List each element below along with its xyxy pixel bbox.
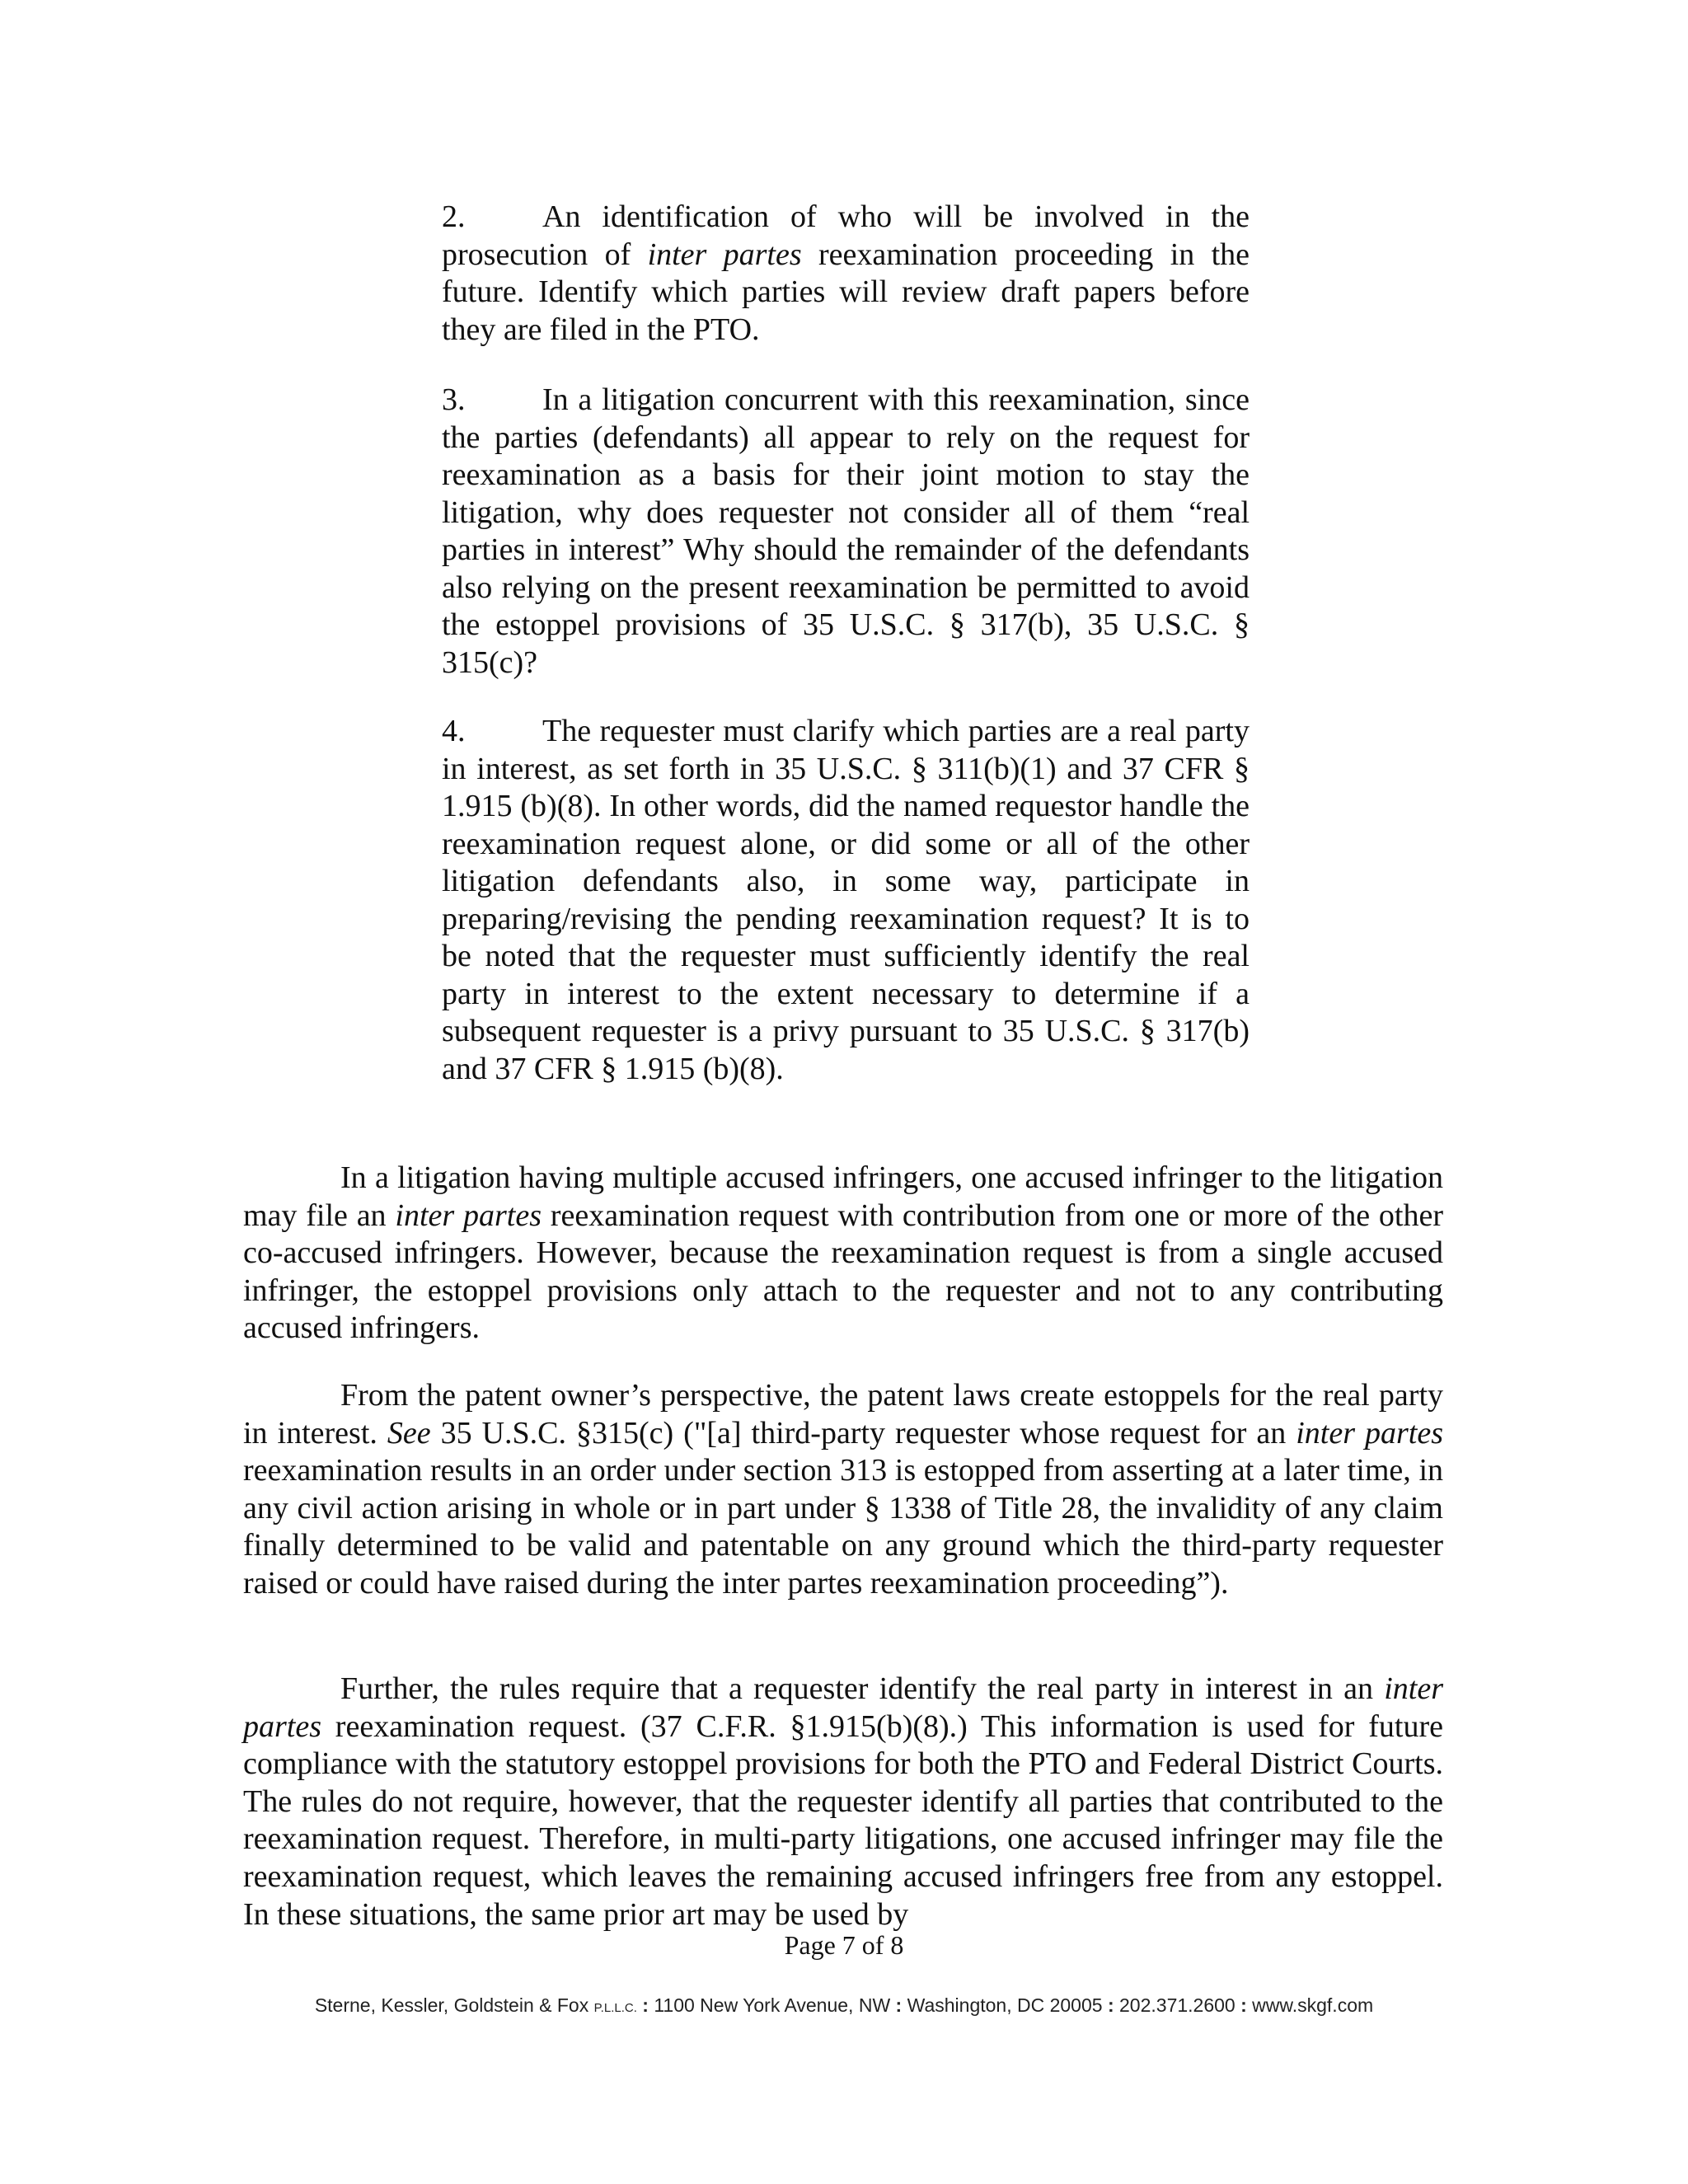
item-text-segment: An identification of who will be involved in the prosecution of [442, 199, 1250, 272]
body-paragraph-1 [243, 1160, 1443, 1347]
paragraph-text-segment: Further, the rules require that a requester identify the real party in interest in an [340, 1671, 1385, 1706]
firm-address: 1100 New York Avenue, NW [654, 1994, 891, 2016]
item-number: 2. [442, 199, 466, 234]
item-number: 4. [442, 714, 466, 748]
separator: : [895, 1994, 903, 2016]
item-text-segment: reexamination proceeding in the future. Identify which parties will review draft papers before they are filed in the PTO. [442, 237, 1250, 347]
separator: : [642, 1994, 649, 2016]
separator: : [1240, 1994, 1247, 2016]
paragraph-text-segment: 35 U.S.C. §315(c) ("[a] third-party requester whose request for an [430, 1415, 1296, 1451]
firm-footer [0, 1994, 1688, 2017]
firm-phone: 202.371.2600 [1119, 1994, 1236, 2016]
item-text-segment: In a litigation concurrent with this reexamination, since the parties (defendants) all appear to rely on the request for reexamination as a basis for their joint motion to stay the litigation, why does requester not consider all of them “real parties in interest” Why should the remainder of the defendants also relying on the present reexamination be permitted to avoid the estoppel provisions of 35 U.S.C. § 317(b), 35 U.S.C. § 315(c)? [442, 382, 1250, 680]
paragraph-text-segment: reexamination request with contribution from one or more of the other co-accused infringers. However, because the reexamination request is from a single accused infringer, the estoppel provisions only attach to the requester and not to any contributing accused infringers. [243, 1197, 1443, 1346]
separator: : [1107, 1994, 1114, 2016]
paragraph-text-segment: reexamination request. (37 C.F.R. §1.915(b)(8).) This information is used for future compliance with the statutory estoppel provisions for both the PTO and Federal District Courts. The rules do not require, however, that the requester identify all parties that contributed to the reexamination request. Therefore, in multi-party litigations, one accused infringer may file the reexamination request, which leaves the remaining accused infringers free from any estoppel. In these situations, the same prior art may be used by [243, 1708, 1443, 1932]
numbered-item-3 [442, 382, 1250, 682]
page-number: Page 7 of 8 [784, 1930, 904, 1960]
italic-segment: inter partes [243, 1671, 1443, 1744]
firm-name: Sterne, Kessler, Goldstein & Fox [314, 1994, 589, 2016]
body-paragraph-3 [243, 1671, 1443, 1933]
firm-city: Washington, DC 20005 [907, 1994, 1103, 2016]
item-text-segment: The requester must clarify which parties are a real party in interest, as set forth in 35 U.S.C. § 311(b)(1) and 37 CFR § 1.915 (b)(8). In other words, did the named requestor handle the reexamination request alone, or did some or all of the other litigation defendants also, in some way, participate in preparing/revising the pending reexamination request? It is to be noted that the requester must sufficiently identify the real party in interest to the extent necessary to determine if a subsequent requester is a privy pursuant to 35 U.S.C. § 317(b) and 37 CFR § 1.915 (b)(8). [442, 714, 1250, 1086]
italic-segment: inter partes [647, 237, 802, 272]
numbered-item-4 [442, 713, 1250, 1088]
paragraph-text-segment: reexamination results in an order under section 313 is estopped from asserting at a later time, in any civil action arising in whole or in part under § 1338 of Title 28, the invalidity of any claim finally determined to be valid and patentable on any ground which the third-party requester raised or could have raised during the inter partes reexamination proceeding”). [243, 1453, 1443, 1601]
italic-segment: inter partes [1296, 1415, 1443, 1451]
paragraph-text-segment: From the patent owner’s perspective, the patent laws create estoppels for the real party in interest. [243, 1378, 1443, 1451]
numbered-item-2 [442, 199, 1250, 349]
item-number: 3. [442, 382, 466, 417]
italic-segment: inter partes [395, 1197, 542, 1233]
body-paragraph-2 [243, 1377, 1443, 1603]
paragraph-text-segment: In a litigation having multiple accused infringers, one accused infringer to the litigation may file an [243, 1160, 1443, 1233]
firm-suffix: P.L.L.C. [593, 2001, 637, 2015]
italic-segment: See [387, 1415, 431, 1451]
firm-website-link[interactable]: www.skgf.com [1252, 1994, 1374, 2016]
